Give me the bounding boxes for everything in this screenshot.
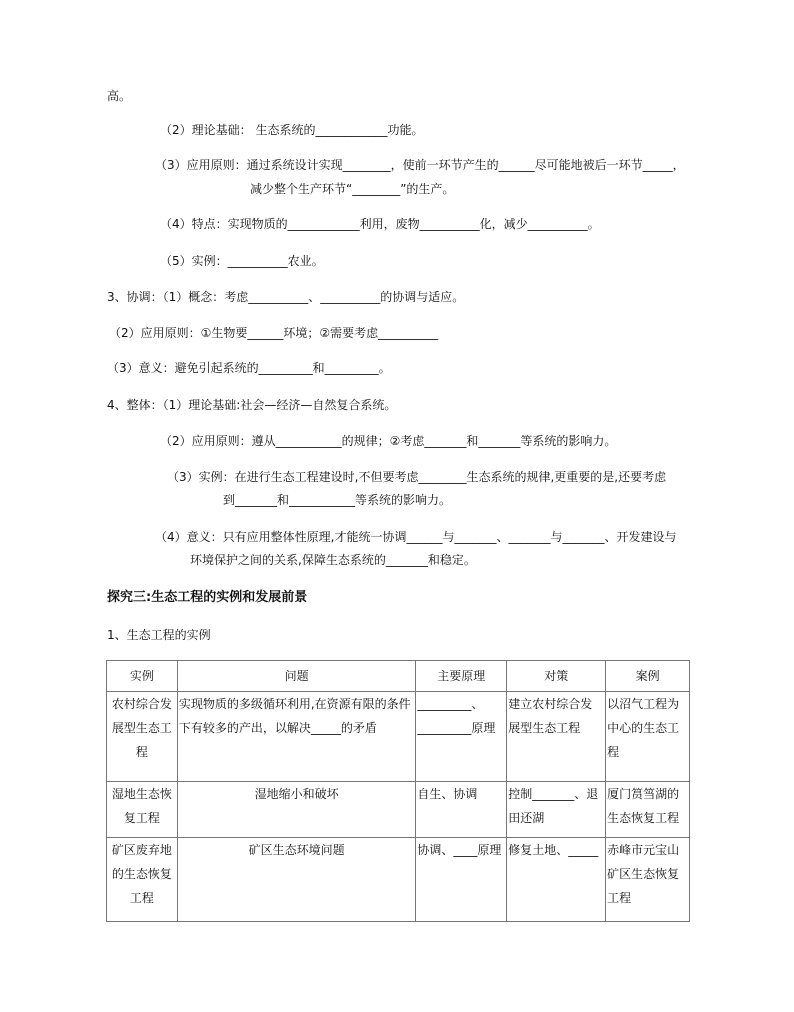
line-1: （2）理论基础： 生态系统的____________功能。 (160, 123, 424, 137)
table-cell: 赤峰市元宝山矿区生态恢复工程 (606, 838, 690, 922)
table-cell: 湿地缩小和破坏 (177, 782, 415, 838)
table-cell: 自生、协调 (416, 782, 507, 838)
line-6: 3、协调：（1）概念：考虑__________、__________的协调与适应。 (107, 290, 465, 304)
table-cell: 协调、____原理 (416, 838, 507, 922)
line-16: 1、生态工程的实例 (107, 628, 211, 642)
header-cell: 对策 (507, 661, 606, 692)
table-cell: 矿区生态环境问题 (177, 838, 415, 922)
line-11: （3）实例：在进行生态工程建设时,不但要考虑________生态系统的规律,更重要的是,还要考虑 (167, 470, 667, 484)
table-header-row (107, 661, 690, 692)
table-cell: 建立农村综合发展型生态工程 (507, 692, 606, 782)
table-cell: 修复土地、_____ (507, 838, 606, 922)
line-12: 到_______和___________等系统的影响力。 (223, 493, 452, 507)
table-cell: 矿区废弃地的生态恢复工程 (107, 838, 178, 922)
table-row (107, 782, 690, 838)
line-0: 高。 (107, 89, 132, 103)
header-cell: 主要原理 (416, 661, 507, 692)
line-7: （2）应用原则：①生物要______环境；②需要考虑__________ (109, 326, 439, 340)
table-cell: 实现物质的多级循环利用,在资源有限的条件下有较多的产出，以解决_____的矛盾 (177, 692, 415, 782)
line-2: （3）应用原则：通过系统设计实现________，使前一环节产生的______尽可能地被后一环节_____， (155, 158, 685, 172)
example-table (106, 660, 690, 922)
header-cell: 案例 (606, 661, 690, 692)
line-14: 环境保护之间的关系,保障生态系统的_______和稳定。 (190, 553, 476, 567)
line-8: （3）意义：避免引起系统的_________和_________。 (107, 361, 391, 375)
line-9: 4、整体：（1）理论基础:社会—经济—自然复合系统。 (107, 398, 397, 412)
table-cell: _________、_________原理 (416, 692, 507, 782)
table-row (107, 838, 690, 922)
line-5: （5）实例：__________农业。 (160, 254, 324, 268)
table-row (107, 692, 690, 782)
line-3: 减少整个生产环节“________”的生产。 (250, 182, 455, 196)
table-cell: 农村综合发展型生态工程 (107, 692, 178, 782)
section-heading: 探究三:生态工程的实例和发展前景 (107, 590, 308, 605)
header-cell: 问题 (177, 661, 415, 692)
line-10: （2）应用原则：遵从___________的规律；②考虑_______和_______等系统的影响力。 (160, 434, 617, 448)
line-4: （4）特点：实现物质的____________利用，废物__________化，减少__________。 (160, 217, 600, 231)
table-cell: 厦门筼筜湖的生态恢复工程 (606, 782, 690, 838)
table-cell: 湿地生态恢复工程 (107, 782, 178, 838)
line-13: （4）意义：只有应用整体性原理,才能统一协调______与_______、_______与_______、开发建设与 (155, 530, 677, 544)
table-cell: 控制_______、退田还湖 (507, 782, 606, 838)
header-cell: 实例 (107, 661, 178, 692)
table-cell: 以沼气工程为中心的生态工程 (606, 692, 690, 782)
